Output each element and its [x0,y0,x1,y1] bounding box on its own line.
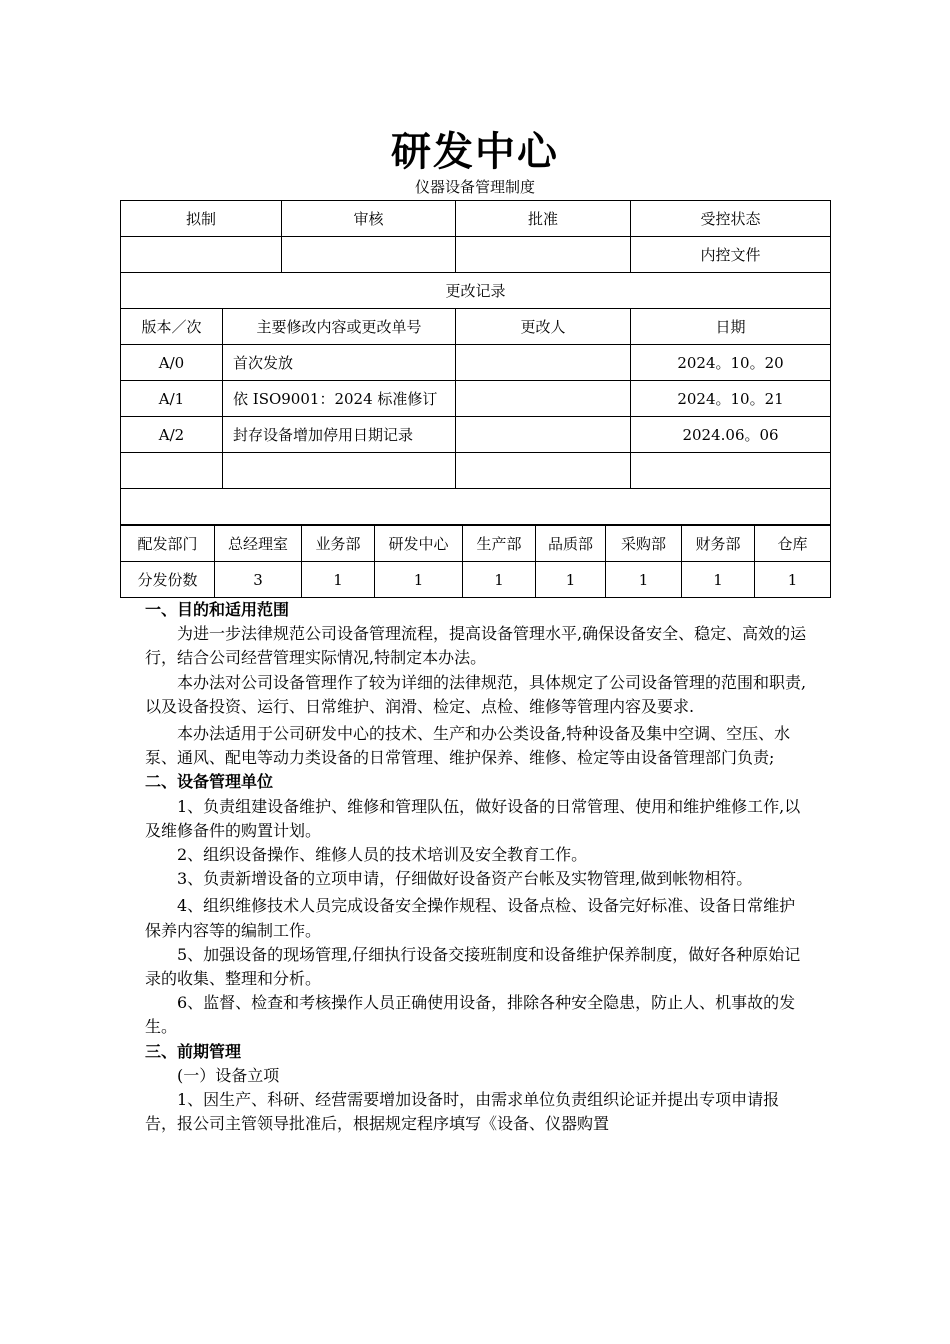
changer-cell [456,417,631,453]
copies-cell: 1 [755,562,831,598]
dept-cell: 品质部 [536,526,606,562]
paragraph: 1、负责组建设备维护、维修和管理队伍，做好设备的日常管理、使用和维护维修工作,以及维修备件的购置计划。 [145,796,801,840]
date-cell: 2024。10。20 [631,345,831,381]
spacer-row [121,489,831,525]
subsection-heading: (一）设备立项 [177,1065,280,1085]
approved-label: 批准 [456,201,631,237]
date-cell: 2024.06。06 [631,417,831,453]
dept-cell: 总经理室 [215,526,302,562]
dept-cell: 财务部 [682,526,755,562]
version-cell: A/2 [121,417,223,453]
table-row [121,345,831,381]
version-cell [121,453,223,489]
reviewed-label: 审核 [282,201,456,237]
version-cell: A/1 [121,381,223,417]
dept-cell: 业务部 [302,526,375,562]
drafted-label: 拟制 [121,201,282,237]
section-heading: 三、前期管理 [145,1041,242,1061]
change-record-title: 更改记录 [121,273,831,309]
table-row [121,417,831,453]
changer-cell [456,381,631,417]
dept-cell: 研发中心 [375,526,463,562]
date-cell: 2024。10。21 [631,381,831,417]
dept-cell: 仓库 [755,526,831,562]
page-subtitle: 仪器设备管理制度 [414,178,535,196]
copies-cell: 3 [215,562,302,598]
control-status-label: 受控状态 [631,201,831,237]
distribution-copies-label: 分发份数 [121,562,215,598]
version-cell: A/0 [121,345,223,381]
paragraph: 6、监督、检查和考核操作人员正确使用设备，排除各种安全隐患，防止人、机事故的发生。 [145,993,796,1037]
table-row [121,381,831,417]
copies-cell: 1 [606,562,682,598]
paragraph: 为进一步法律规范公司设备管理流程，提高设备管理水平,确保设备安全、稳定、高效的运行，结合公司经营管理实际情况,特制定本办法。 [145,624,807,668]
column-header-date: 日期 [631,309,831,345]
control-status-value: 内控文件 [631,237,831,273]
paragraph: 3、负责新增设备的立项申请，仔细做好设备资产台帐及实物管理,做到帐物相符。 [177,869,753,889]
paragraph: 本办法对公司设备管理作了较为详细的法律规范，具体规定了公司设备管理的范围和职责,以及设备投资、运行、日常维护、润滑、检定、点检、维修等管理内容及要求. [145,672,807,716]
approved-value [456,237,631,273]
distribution-dept-label: 配发部门 [121,526,215,562]
paragraph: 1、因生产、科研、经营需要增加设备时，由需求单位负责组织论证并提出专项申请报告，报公司主管领导批准后，根据规定程序填写《设备、仪器购置 [145,1090,780,1134]
control-table [120,200,831,525]
dept-cell: 生产部 [463,526,536,562]
section-heading: 一、目的和适用范围 [145,600,290,619]
page-title: 研发中心 [391,128,559,175]
copies-cell: 1 [682,562,755,598]
paragraph: 4、组织维修技术人员完成设备安全操作规程、设备点检、设备完好标准、设备日常维护保养内容等的编制工作。 [145,896,796,940]
dept-cell: 采购部 [606,526,682,562]
copies-cell: 1 [463,562,536,598]
copies-cell: 1 [536,562,606,598]
copies-cell: 1 [302,562,375,598]
drafted-value [121,237,282,273]
paragraph: 2、组织设备操作、维修人员的技术培训及安全教育工作。 [177,845,588,865]
content-cell: 依 ISO9001：2024 标准修订 [223,381,456,417]
distribution-table [120,525,831,598]
paragraph: 本办法适用于公司研发中心的技术、生产和办公类设备,特种设备及集中空调、空压、水泵、通风、配电等动力类设备的日常管理、维护保养、维修、检定等由设备管理部门负责; [145,724,791,768]
reviewed-value [282,237,456,273]
date-cell [631,453,831,489]
changer-cell [456,453,631,489]
document-body [145,598,810,1136]
content-cell: 首次发放 [223,345,456,381]
paragraph: 5、加强设备的现场管理,仔细执行设备交接班制度和设备维护保养制度，做好各种原始记录的收集、整理和分析。 [145,944,801,989]
column-header-version: 版本／次 [121,309,223,345]
content-cell [223,453,456,489]
column-header-changer: 更改人 [456,309,631,345]
column-header-content: 主要修改内容或更改单号 [223,309,456,345]
copies-cell: 1 [375,562,463,598]
changer-cell [456,345,631,381]
content-cell: 封存设备增加停用日期记录 [223,417,456,453]
table-row-empty [121,453,831,489]
section-heading: 二、设备管理单位 [145,772,274,792]
